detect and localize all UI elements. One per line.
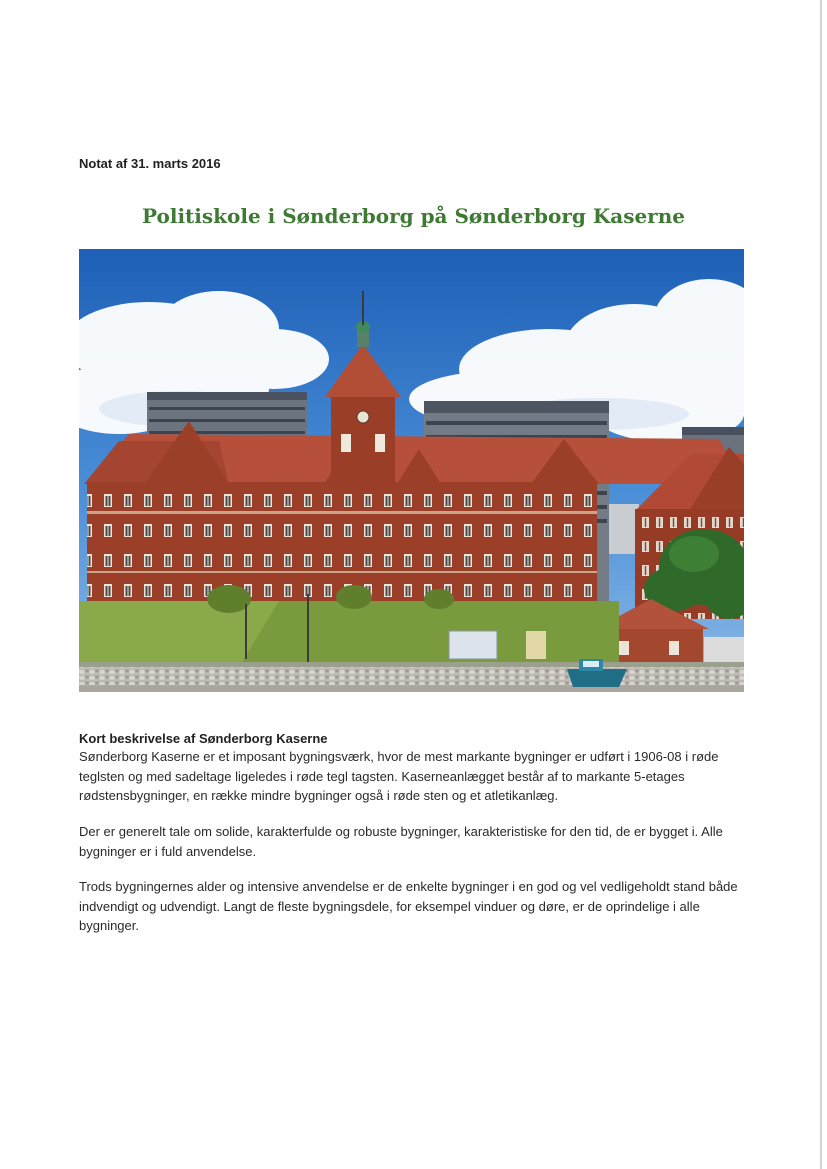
scan-edge (820, 0, 822, 1169)
date-line: Notat af 31. marts 2016 (79, 156, 221, 171)
paragraph: Sønderborg Kaserne er et imposant bygningsværk, hvor de mest markante bygninger er udført i 1906-08 i røde teglsten og med sadeltage ligeledes i røde tegl tagsten. Kaserneanlægget består af to markante 5-etages rødstensbygninger, en række mindre bygninger også i røde sten og et atletikanlæg. (79, 749, 719, 803)
paragraph: Der er generelt tale om solide, karakterfulde og robuste bygninger, karakteristiske for den tid, de er bygget i. Alle bygninger er i fuld anvendelse. (79, 824, 723, 859)
paragraph: Trods bygningernes alder og intensive anvendelse er de enkelte bygninger i en god og vel vedligeholdt stand både indvendigt og udvendigt. Langt de fleste bygningsdele, for eksempel vinduer og døre, er de oprindelige i alle bygninger. (79, 879, 738, 933)
document-title: Politiskole i Sønderborg på Sønderborg Kaserne (142, 204, 685, 228)
section-heading: Kort beskrivelse af Sønderborg Kaserne (79, 731, 328, 746)
barracks-photo (79, 249, 744, 692)
